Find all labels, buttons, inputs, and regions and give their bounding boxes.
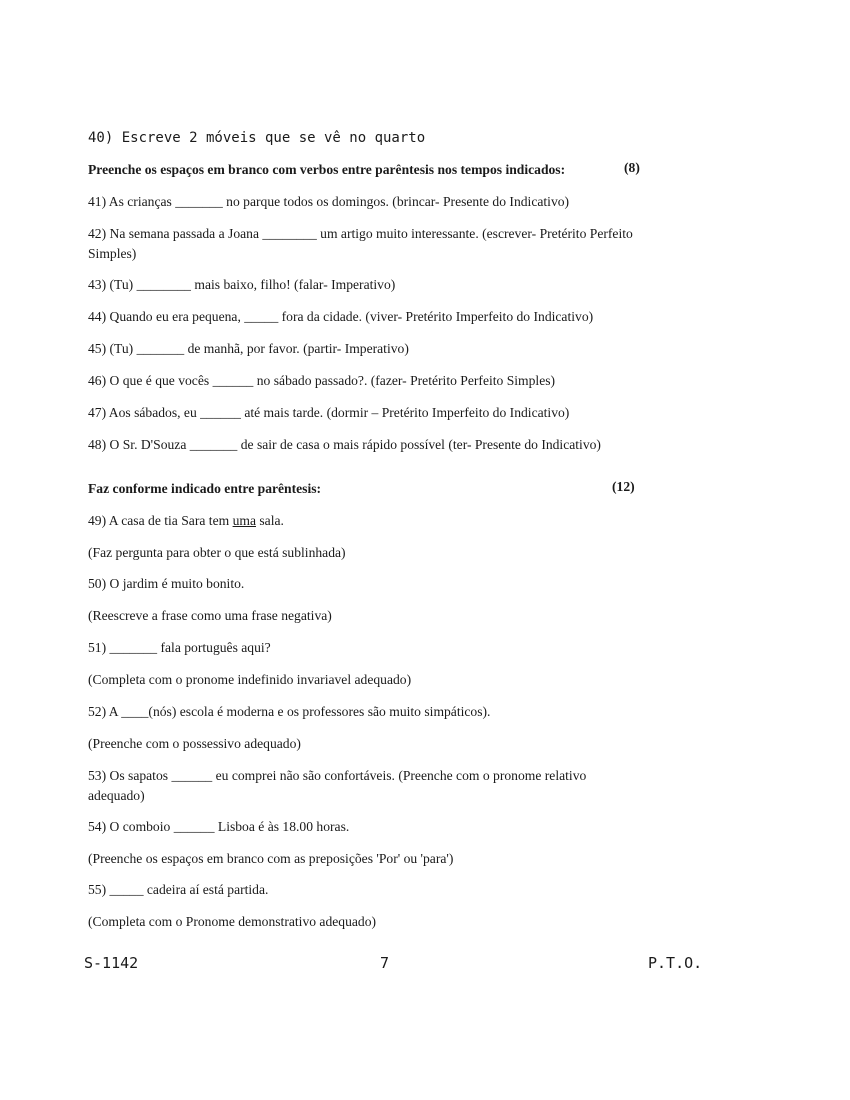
question-52-instruction: (Preenche com o possessivo adequado)	[88, 736, 301, 751]
question-49	[88, 511, 645, 531]
footer-page-number: 7	[380, 954, 390, 972]
question-46: 46) O que é que vocês ______ no sábado passado?. (fazer- Pretérito Perfeito Simples)	[88, 373, 556, 388]
question-54: 54) O comboio ______ Lisboa é às 18.00 horas.	[88, 819, 350, 834]
question-49-instruction: (Faz pergunta para obter o que está sublinhada)	[88, 545, 346, 560]
question-42: 42) Na semana passada a Joana ________ um artigo muito interessante. (escrever- Pretérito Perfeito Simples)	[88, 226, 633, 261]
question-45: 45) (Tu) _______ de manhã, por favor. (partir- Imperativo)	[88, 341, 409, 356]
footer-pto: P.T.O.	[648, 954, 703, 972]
question-48: 48) O Sr. D'Souza _______ de sair de casa o mais rápido possível (ter- Presente do Indicativo)	[88, 437, 601, 452]
section-marks-verbs: (8)	[624, 160, 640, 175]
question-47: 47) Aos sábados, eu ______ até mais tarde. (dormir – Pretérito Imperfeito do Indicativo)	[88, 405, 570, 420]
question-41: 41) As crianças _______ no parque todos os domingos. (brincar- Presente do Indicativo)	[88, 194, 570, 209]
question-55-instruction: (Completa com o Pronome demonstrativo adequado)	[88, 914, 377, 929]
question-51: 51) _______ fala português aqui?	[88, 640, 271, 655]
question-53: 53) Os sapatos ______ eu comprei não são confortáveis. (Preenche com o pronome relativo adequado)	[88, 768, 587, 803]
q49-underlined-word: uma	[232, 513, 256, 528]
q49-text-before: 49) A casa de tia Sara tem	[88, 513, 233, 528]
question-43: 43) (Tu) ________ mais baixo, filho! (falar- Imperativo)	[88, 277, 396, 292]
question-44: 44) Quando eu era pequena, _____ fora da cidade. (viver- Pretérito Imperfeito do Indicativo)	[88, 309, 594, 324]
q49-text-after: sala.	[255, 513, 284, 528]
section-heading-verbs: Preenche os espaços em branco com verbos entre parêntesis nos tempos indicados:	[88, 162, 566, 177]
footer-exam-code: S-1142	[84, 954, 139, 972]
question-51-instruction: (Completa com o pronome indefinido invariavel adequado)	[88, 672, 412, 687]
question-54-instruction: (Preenche os espaços em branco com as preposições 'Por' ou 'para')	[88, 851, 454, 866]
question-40: 40) Escreve 2 móveis que se vê no quarto	[88, 130, 426, 146]
section-marks-instructions: (12)	[612, 479, 635, 494]
section-heading-instructions: Faz conforme indicado entre parêntesis:	[88, 481, 322, 496]
question-50: 50) O jardim é muito bonito.	[88, 576, 245, 591]
question-55: 55) _____ cadeira aí está partida.	[88, 882, 269, 897]
question-52: 52) A ____(nós) escola é moderna e os professores são muito simpáticos).	[88, 704, 491, 719]
question-50-instruction: (Reescreve a frase como uma frase negativa)	[88, 608, 332, 623]
